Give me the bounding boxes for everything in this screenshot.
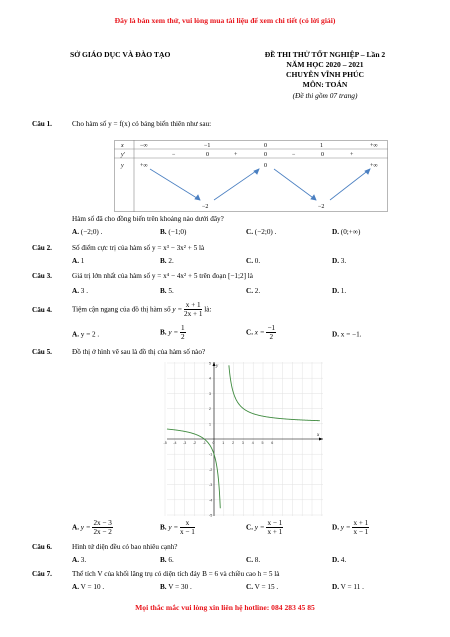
q1-A-label: A. <box>72 228 79 236</box>
tbl-x-1: 1 <box>320 143 323 149</box>
q6-D-label: D. <box>332 556 339 564</box>
x-tick-label: 4 <box>251 441 254 445</box>
header-subject: MÔN: TOÁN <box>302 80 348 89</box>
tbl-y-head: y <box>121 163 124 169</box>
q7-option-A[interactable]: V = 10 . <box>80 583 105 591</box>
top-banner: Đây là bản xem thử, vui lòng mua tài liệu để xem chi tiết (có lời giải) <box>114 16 336 25</box>
q4-text: Tiệm cận ngang của đồ thị hàm số <box>72 305 171 314</box>
tbl-y-posinf1: +∞ <box>140 163 148 169</box>
q6-text: Hình tứ diện đều có bao nhiêu cạnh? <box>72 543 178 551</box>
q7-D-label: D. <box>332 583 339 591</box>
q7-option-B[interactable]: V = 30 . <box>168 583 192 591</box>
q4-C-label: C. <box>246 328 253 337</box>
q2-text: Số điểm cực trị của hàm số y = x³ − 3x² + 5 là <box>72 244 205 252</box>
x-tick-label: -5 <box>163 441 167 445</box>
q3-D-label: D. <box>332 287 339 295</box>
q3-option-D[interactable]: 1. <box>340 287 347 295</box>
q6-option-C[interactable]: 8. <box>254 556 261 564</box>
q4-fraction: $\frac{x + 1}{2x + 1}$ <box>184 301 203 318</box>
q1-D-label: D. <box>332 228 339 236</box>
q3-option-B[interactable]: 5. <box>168 287 174 295</box>
x-tick-label: 0 <box>212 441 215 445</box>
q7-C-label: C. <box>246 583 253 591</box>
q2-option-A[interactable]: 1 <box>80 257 85 265</box>
q7-text: Thể tích V của khối lăng trụ có diện tích đáy B = 6 và chiều cao h = 5 là <box>72 570 280 578</box>
q3-option-A[interactable]: 3 . <box>80 287 88 295</box>
y-tick-label: 2 <box>209 407 211 412</box>
y-tick-label: 1 <box>209 422 211 427</box>
q3-A-label: A. <box>72 287 79 295</box>
header-left: SỞ GIÁO DỤC VÀ ĐÀO TẠO <box>70 50 171 59</box>
bottom-banner: Mọi thắc mắc vui lòng xin liên hệ hotline: 084 283 45 85 <box>135 603 315 612</box>
q6-label: Câu 6. <box>32 543 52 551</box>
q7-option-C[interactable]: V = 15 . <box>254 583 279 591</box>
tbl-x-head: x <box>121 143 124 149</box>
x-tick-label: -1 <box>202 441 206 445</box>
tbl-y-min1: −2 <box>202 204 209 210</box>
tbl-x-neginf: −∞ <box>140 143 148 149</box>
tbl-yp-head: y' <box>121 152 125 158</box>
q1-C-label: C. <box>246 228 253 236</box>
q6-option-B[interactable]: 6. <box>168 556 174 564</box>
y-tick-label: 5 <box>209 361 211 366</box>
x-tick-label: 5 <box>261 441 264 445</box>
x-axis-label: x <box>317 433 320 438</box>
q2-A-label: A. <box>72 257 79 265</box>
q5-D-label: D. <box>332 523 339 532</box>
q6-option-A[interactable]: 3. <box>80 556 87 564</box>
tbl-x-0: 0 <box>264 143 267 149</box>
q4-option-B[interactable]: $\frac{1}{2}$ <box>181 324 185 341</box>
header-title: ĐỀ THI THỬ TỐT NGHIỆP – Lần 2 <box>264 50 386 59</box>
q5-A-label: A. <box>72 523 79 532</box>
q6-C-label: C. <box>246 556 253 564</box>
tbl-yp-s2: + <box>234 152 238 158</box>
q1-option-B[interactable]: (−1;0) <box>168 228 187 236</box>
function-graph <box>165 360 325 518</box>
q4-A-label: A. <box>72 330 79 339</box>
y-tick-label: -1 <box>209 452 213 457</box>
arrow-up-2 <box>330 169 370 200</box>
y-tick-label: -5 <box>209 513 213 518</box>
tbl-x-m1: −1 <box>204 143 211 149</box>
q5-label: Câu 5. <box>32 348 52 356</box>
y-tick-label: 4 <box>209 376 211 381</box>
q2-option-C[interactable]: 0. <box>254 257 261 265</box>
q5-option-B[interactable]: $\frac{x}{x - 1}$ <box>180 519 195 536</box>
q1-option-A[interactable]: (−2;0) . <box>80 228 103 236</box>
header-pages: (Đề thi gồm 07 trang) <box>292 91 358 100</box>
arrow-down-1 <box>150 169 200 200</box>
q5-B-label: B. <box>160 523 167 532</box>
q1-ask: Hàm số đã cho đồng biến trên khoảng nào dưới đây? <box>72 215 224 223</box>
q2-option-B[interactable]: 2. <box>168 257 174 265</box>
q1-option-D[interactable]: (0;+∞) <box>340 228 361 236</box>
q6-B-label: B. <box>160 556 167 564</box>
x-tick-label: 6 <box>271 441 274 445</box>
tbl-x-posinf: +∞ <box>370 143 378 149</box>
tbl-yp-s4: + <box>350 152 354 158</box>
q7-B-label: B. <box>160 583 167 591</box>
arrow-down-2 <box>274 169 316 200</box>
q3-B-label: B. <box>160 287 167 295</box>
q3-text: Giá trị lớn nhất của hàm số y = x⁴ − 4x² + 5 trên đoạn [−1;2] là <box>72 272 253 280</box>
x-tick-label: -4 <box>173 441 177 445</box>
q3-label: Câu 3. <box>32 272 52 280</box>
q5-option-C[interactable]: $\frac{x - 1}{x + 1}$ <box>267 519 283 536</box>
tbl-y-min2: −2 <box>318 204 325 210</box>
q1-B-label: B. <box>160 228 167 236</box>
q7-option-D[interactable]: V = 11 . <box>340 583 364 591</box>
graph-curve-right <box>229 365 320 420</box>
x-tick-label: 1 <box>222 441 225 445</box>
y-axis-label: y <box>216 364 219 369</box>
arrow-up-1 <box>214 169 259 200</box>
q1-option-C[interactable]: (−2;0) . <box>254 228 277 236</box>
q2-option-D[interactable]: 3. <box>340 257 347 265</box>
q3-option-C[interactable]: 2. <box>254 287 261 295</box>
q4-option-A[interactable]: y = 2 . <box>80 330 100 339</box>
q5-option-A[interactable]: $\frac{2x - 3}{2x - 2}$ <box>93 519 112 536</box>
tbl-yp-z2: 0 <box>264 152 267 158</box>
header-year: NĂM HỌC 2020 – 2021 <box>286 60 364 69</box>
tbl-y-posinf2: +∞ <box>370 163 378 169</box>
x-tick-label: 3 <box>241 441 244 445</box>
q5-C-label: C. <box>246 523 253 532</box>
y-tick-label: -2 <box>209 467 213 472</box>
q4-y-eq: y = <box>172 305 183 314</box>
q2-C-label: C. <box>246 257 253 265</box>
q1-label: Câu 1. <box>32 120 52 128</box>
tbl-y-0: 0 <box>264 163 267 169</box>
variation-table <box>114 140 388 212</box>
x-tick-label: -2 <box>192 441 197 445</box>
q2-D-label: D. <box>332 257 339 265</box>
q4-label: Câu 4. <box>32 306 52 314</box>
q4-B-label: B. <box>160 328 167 337</box>
tbl-yp-s3: − <box>292 152 296 158</box>
q5-text: Đồ thị ở hình vẽ sau là đồ thị của hàm số nào? <box>72 348 206 356</box>
q4-option-D[interactable]: x = −1. <box>340 330 362 339</box>
header-school: CHUYÊN VĨNH PHÚC <box>286 70 364 79</box>
q1-text: Cho hàm số y = f(x) có bảng biến thiên như sau: <box>72 120 212 128</box>
q4-D-label: D. <box>332 330 339 339</box>
y-tick-label: -4 <box>209 498 213 503</box>
x-tick-label: -3 <box>183 441 187 445</box>
q7-label: Câu 7. <box>32 570 52 578</box>
q3-C-label: C. <box>246 287 253 295</box>
y-tick-label: -3 <box>209 483 213 488</box>
q6-A-label: A. <box>72 556 79 564</box>
tbl-yp-z1: 0 <box>206 152 209 158</box>
q7-A-label: A. <box>72 583 79 591</box>
tbl-yp-s1: − <box>172 152 176 158</box>
x-tick-label: 2 <box>232 441 235 445</box>
tbl-yp-z3: 0 <box>321 152 324 158</box>
q4-tail: là: <box>204 305 212 314</box>
q2-B-label: B. <box>160 257 167 265</box>
q5-option-D[interactable]: $\frac{x + 1}{x - 1}$ <box>353 519 369 536</box>
y-tick-label: 3 <box>209 391 211 396</box>
q2-label: Câu 2. <box>32 244 52 252</box>
q4-option-C[interactable]: $\frac{-1}{2}$ <box>267 324 276 341</box>
q6-option-D[interactable]: 4. <box>340 556 347 564</box>
